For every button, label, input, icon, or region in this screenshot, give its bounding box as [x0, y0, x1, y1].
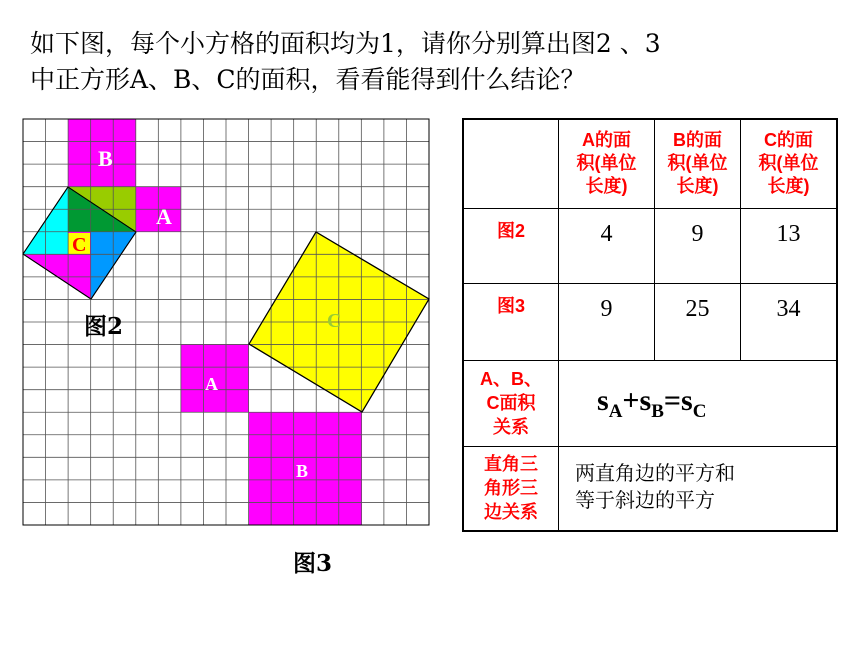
header-c-line-3: 长度): [767, 176, 810, 197]
conclusion-line-2: 等于斜边的平方: [575, 490, 715, 513]
row-label-fig2: 图2: [463, 208, 559, 283]
figure-2-caption: 图2: [84, 313, 124, 340]
results-table: [462, 118, 838, 532]
header-empty-cell: [463, 119, 559, 208]
table-row: [463, 446, 837, 531]
formula-s-a: s: [597, 383, 609, 417]
row-label-relation: [463, 360, 559, 446]
table-row: [463, 360, 837, 446]
fig2-label-a: A: [156, 204, 172, 229]
table-header-row: [463, 119, 837, 208]
area-table: [462, 118, 838, 532]
conclusion-label-line-2: 角形三: [484, 478, 538, 499]
fig3-label-a: A: [205, 374, 218, 394]
header-c-line-1: C的面: [764, 130, 813, 151]
conclusion-label-line-3: 边关系: [484, 502, 538, 523]
cell-fig3-a: 9: [559, 283, 655, 360]
relation-label-line-3: 关系: [493, 417, 529, 437]
formula-sub-c: C: [692, 400, 707, 422]
figure-3-caption: 图3: [293, 550, 333, 577]
fig3-label-c: C: [327, 310, 342, 332]
header-a-line-3: 长度): [585, 176, 628, 197]
cell-fig2-a: 4: [559, 208, 655, 283]
header-b-line-3: 长度): [676, 176, 719, 197]
table-row: [463, 283, 837, 360]
formula-s-c: s: [681, 383, 693, 417]
row-label-fig3: 图3: [463, 283, 559, 360]
fig2-label-b: B: [98, 146, 113, 171]
figure-3: [181, 232, 429, 525]
header-b-line-1: B的面: [673, 130, 722, 151]
header-c-line-2: 积(单位: [758, 153, 819, 174]
header-a-area: [559, 119, 655, 208]
cell-fig3-c: 34: [741, 283, 838, 360]
fig3-label-b: B: [296, 461, 309, 481]
conclusion-label-line-1: 直角三: [484, 454, 538, 475]
formula-sub-a: A: [608, 400, 623, 422]
header-b-line-2: 积(单位: [667, 153, 728, 174]
conclusion-text: [559, 446, 838, 531]
formula-plus: +: [622, 383, 640, 417]
table-row: [463, 208, 837, 283]
question-line-2: 中正方形A、B、C的面积，看看能得到什么结论？: [30, 65, 586, 94]
cell-fig3-b: 25: [655, 283, 741, 360]
formula-sub-b: B: [651, 400, 664, 422]
area-relation-formula: [559, 360, 838, 446]
header-a-line-2: 积(单位: [576, 153, 637, 174]
cell-fig2-c: 13: [741, 208, 838, 283]
relation-label-line-2: C面积: [486, 393, 536, 413]
header-c-area: [741, 119, 838, 208]
row-label-conclusion: [463, 446, 559, 531]
conclusion-line-1: 两直角边的平方和: [575, 463, 735, 486]
fig2-label-c: C: [72, 234, 87, 256]
cell-fig2-b: 9: [655, 208, 741, 283]
header-a-line-1: A的面: [582, 130, 631, 151]
formula-s-b: s: [639, 383, 652, 417]
question-line-1: 如下图，每个小方格的面积均为1，请你分别算出图2 、3: [30, 29, 661, 58]
formula-equals: =: [663, 383, 682, 417]
relation-label-line-1: A、B、: [480, 369, 542, 389]
header-b-area: [655, 119, 741, 208]
